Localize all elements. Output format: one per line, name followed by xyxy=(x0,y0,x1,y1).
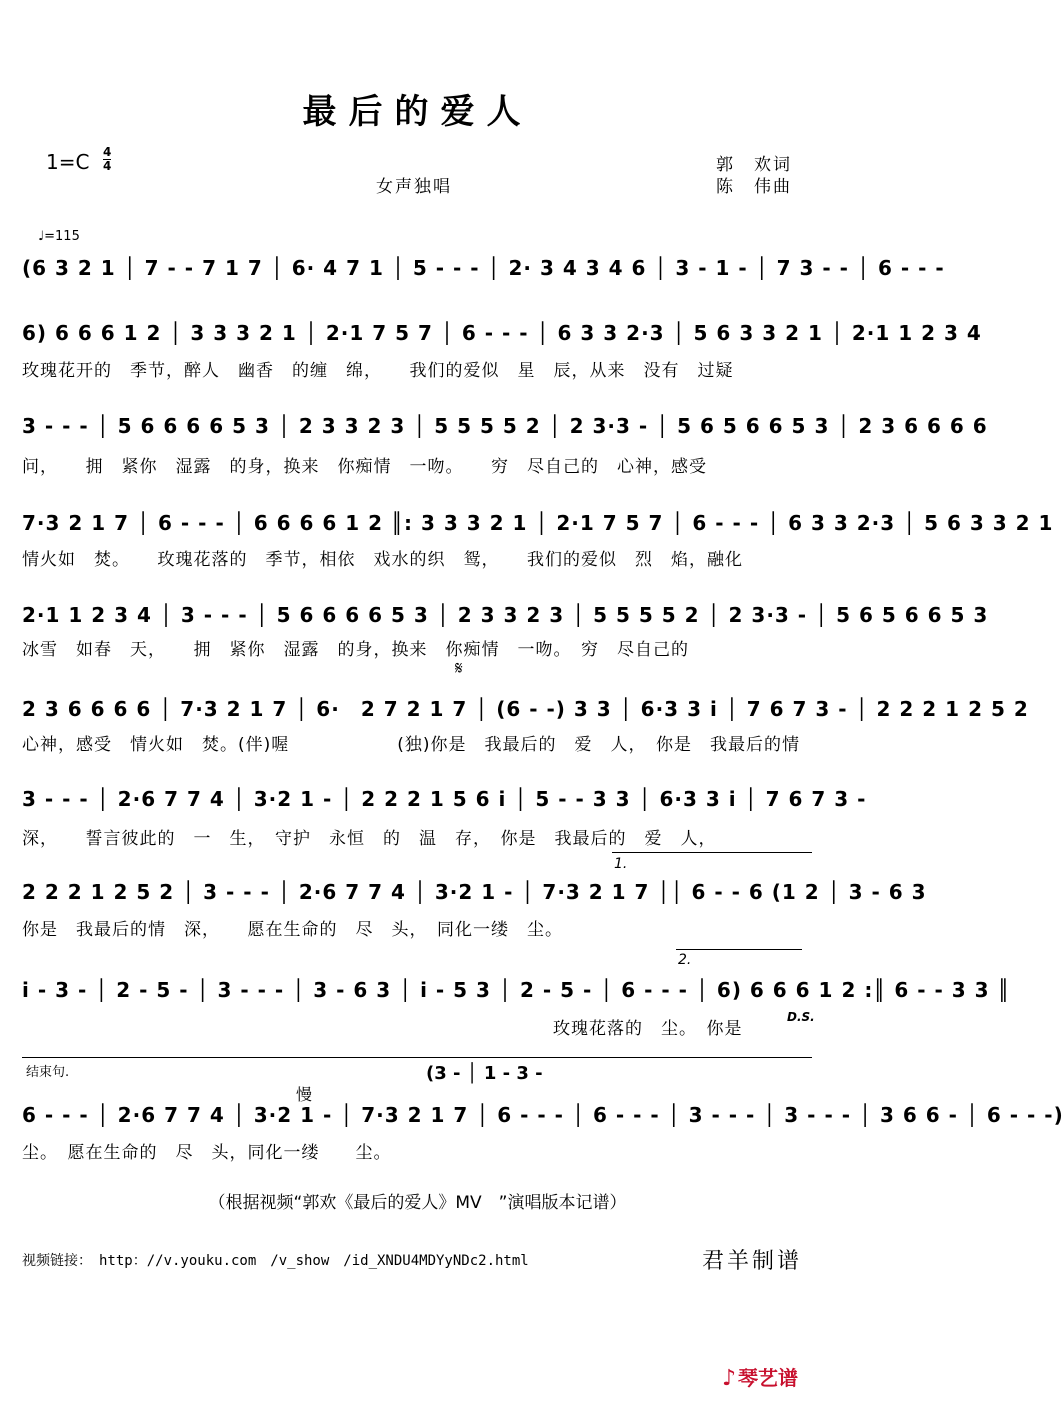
watermark-text: 琴艺谱 xyxy=(738,1366,799,1390)
video-link[interactable]: 视频链接： http：//v.youku.com /v_show /id_XNDU4MDYyNDc2.html xyxy=(22,1253,529,1269)
volta-2-label: 2. xyxy=(678,952,692,968)
music-line-1: (6 3 2 1 │ 7 - - 7 1 7 │ 6· 4 7 1 │ 5 - - - │ 2· 3 4 3 4 6 │ 3 - 1 - │ 7 3 - - │ 6 - - - xyxy=(22,256,945,280)
music-line-4: 7·3 2 1 7 │ 6 - - - │ 6 6 6 6 1 2 ║: 3 3 3 2 1 │ 2·1 7 5 7 │ 6 - - - │ 6 3 3 2·3 │ 5 6 3 3 2 1 xyxy=(22,511,1054,535)
music-line-10: 6 - - - │ 2·6 7 7 4 │ 3·2 1 - │ 7·3 2 1 7 │ 6 - - - │ 6 - - - │ 3 - - - │ 3 - - - │ 3 6 6 - │ 6 - - -) xyxy=(22,1103,1064,1127)
song-title: 最后的爱人 xyxy=(302,92,533,132)
source-note: （根据视频“郭欢《最后的爱人》MV ”演唱版本记谱） xyxy=(208,1193,627,1213)
music-line-3: 3 - - - │ 5 6 6 6 6 5 3 │ 2 3 3 2 3 │ 5 5 5 5 2 │ 2 3·3 - │ 5 6 5 6 6 5 3 │ 2 3 6 6 6 6 xyxy=(22,414,988,438)
lyric-line-6: 心神，感受 情火如 焚。(伴)喔 (独)你是 我最后的 爱 人， 你是 我最后的情 xyxy=(22,735,801,755)
music-line-7: 3 - - - │ 2·6 7 7 4 │ 3·2 1 - │ 2 2 2 1 5 6 i │ 5 - - 3 3 │ 6·3 3 i │ 7 6 7 3 - xyxy=(22,787,867,811)
transcriber-signature: 君羊制谱 xyxy=(702,1249,803,1274)
music-line-8: 2 2 2 1 2 5 2 │ 3 - - - │ 2·6 7 7 4 │ 3·2 1 - │ 7·3 2 1 7 ││ 6 - - 6 (1 2 │ 3 - 6 3 xyxy=(22,880,927,904)
lyric-line-7: 深， 誓言彼此的 一 生， 守护 永恒 的 温 存， 你是 我最后的 爱 人， xyxy=(22,829,717,849)
tempo-marking: ♩=115 xyxy=(38,229,80,244)
lyric-line-4: 情火如 焚。 玫瑰花落的 季节，相依 戏水的织 鸳， 我们的爱似 烈 焰，融化 xyxy=(22,550,743,570)
lyric-line-2: 玫瑰花开的 季节，醉人 幽香 的缠 绵， 我们的爱似 星 辰，从来 没有 过疑 xyxy=(22,361,734,381)
watermark-logo xyxy=(722,1362,798,1391)
volta-1-bracket xyxy=(612,852,812,853)
volta-2-bracket xyxy=(676,949,802,950)
lyric-line-8: 你是 我最后的情 深， 愿在生命的 尽 头， 同化一缕 尘。 xyxy=(22,920,563,940)
music-line-5: 2·1 1 2 3 4 │ 3 - - - │ 5 6 6 6 6 5 3 │ 2 3 3 2 3 │ 5 5 5 5 2 │ 2 3·3 - │ 5 6 5 6 6 5 3 xyxy=(22,603,989,627)
lyric-line-9: 玫瑰花落的 尘。 你是 xyxy=(553,1019,743,1039)
music-line-9: i - 3 - │ 2 - 5 - │ 3 - - - │ 3 - 6 3 │ i - 5 3 │ 2 - 5 - │ 6 - - - │ 6) 6 6 6 1 2 :║ 6 - - 3 3 ║ xyxy=(22,978,1011,1002)
slow-marking: 慢 xyxy=(296,1085,313,1104)
volta-1-label: 1. xyxy=(614,856,628,872)
ending-label: 结束句. xyxy=(26,1065,70,1080)
music-line-2: 6) 6 6 6 1 2 │ 3 3 3 2 1 │ 2·1 7 5 7 │ 6 - - - │ 6 3 3 2·3 │ 5 6 3 3 2 1 │ 2·1 1 2 3 4 xyxy=(22,321,982,345)
lyric-line-10: 尘。 愿在生命的 尽 头，同化一缕 尘。 xyxy=(22,1143,392,1163)
music-line-6: 2 3 6 6 6 6 │ 7·3 2 1 7 │ 6· 2 7 2 1 7 │ (6 - -) 3 3 │ 6·3 3 i │ 7 6 7 3 - │ 2 2 2 1 2 5 2 xyxy=(22,697,1029,721)
lyricist-credit: 郭 欢词 xyxy=(716,155,792,175)
ending-bracket xyxy=(22,1057,812,1058)
voice-type: 女声独唱 xyxy=(376,177,452,197)
time-signature xyxy=(103,146,111,173)
lyric-line-5: 冰雪 如春 天， 拥 紧你 湿露 的身，换来 你痴情 一吻。 穷 尽自己的 xyxy=(22,640,689,660)
lyric-line-3: 问， 拥 紧你 湿露 的身，换来 你痴情 一吻。 穷 尽自己的 心神，感受 xyxy=(22,457,707,477)
segno-sign: 𝄋 xyxy=(455,658,463,679)
music-logo-icon: ♪ xyxy=(722,1366,737,1391)
time-signature-top: 4 xyxy=(103,145,112,159)
time-signature-bottom: 4 xyxy=(103,159,112,173)
key-signature: 1=C xyxy=(46,150,90,174)
ds-marking: D.S. xyxy=(787,1010,815,1024)
composer-credit: 陈 伟曲 xyxy=(716,177,792,197)
alt-ending-notes: (3 - │ 1 - 3 - xyxy=(426,1063,543,1084)
